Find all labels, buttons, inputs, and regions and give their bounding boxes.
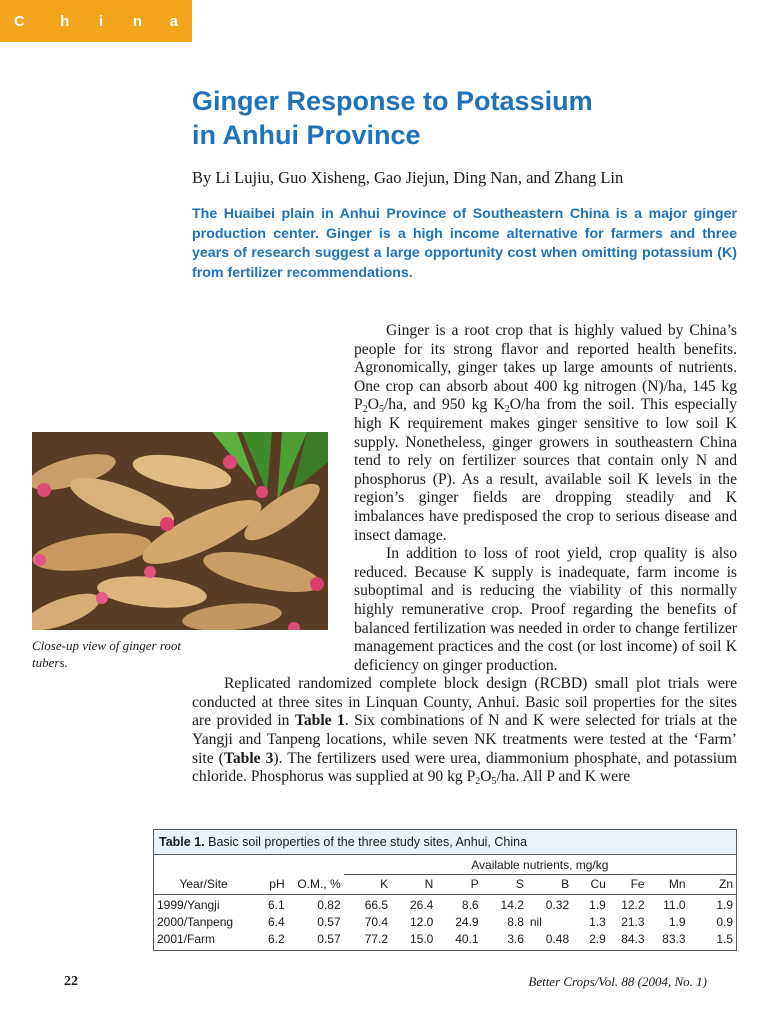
table-row: 2000/Tanpeng 6.4 0.57 70.4 12.0 24.9 8.8 nil 1.3 21.3 1.9 0.9 xyxy=(157,915,733,929)
table-row: 1999/Yangji 6.1 0.82 66.5 26.4 8.6 14.2 0.32 1.9 12.2 11.0 1.9 xyxy=(157,898,733,912)
section-tab xyxy=(0,0,192,42)
section-tab-letter: h xyxy=(60,12,70,30)
column-header: Zn xyxy=(689,875,736,895)
title-line-1: Ginger Response to Potassium xyxy=(192,86,593,116)
page-number: 22 xyxy=(64,974,78,989)
section-tab-letter: C xyxy=(14,12,25,30)
column-header: B xyxy=(527,875,572,895)
column-header: Year/Site xyxy=(154,875,253,895)
column-header: P xyxy=(436,875,481,895)
table-caption xyxy=(154,830,736,855)
journal-citation: Better Crops/Vol. 88 (2004, No. 1) xyxy=(528,974,707,989)
table-row: 2001/Farm 6.2 0.57 77.2 15.0 40.1 3.6 0.48 2.9 84.3 83.3 1.5 xyxy=(157,932,733,946)
table-header-row xyxy=(154,875,736,895)
soil-properties-table xyxy=(153,829,737,951)
body-paragraph: Replicated randomized complete block design (RCBD) small plot trials were conducted at three sites in Linquan County, Anhui. Basic soil properties for the sites are provided in Table 1. Six combinations of N and K were selected for trials at the Yangji and Tanpeng locations, while seven NK treatments were tested at the ‘Farm’ site (Table 3). The fertilizers used were urea, diammonium phosphate, and potassium chloride. Phosphorus was supplied at 90 kg $P_2O_5/ha$. All P and K were xyxy=(192,675,738,788)
column-header: O.M., % xyxy=(288,875,344,895)
section-tab-letter: i xyxy=(98,12,104,30)
table-label: Table 1. xyxy=(159,835,205,849)
table-1-reference: Table 1 xyxy=(294,712,345,730)
photo-wrap-spacer xyxy=(192,433,354,664)
article-title xyxy=(192,84,732,152)
column-header: Fe xyxy=(609,875,648,895)
table-caption-text: Basic soil properties of the three study sites, Anhui, China xyxy=(208,835,528,849)
column-header: Mn xyxy=(648,875,689,895)
section-tab-letter: a xyxy=(169,12,178,30)
section-tab-letter: n xyxy=(132,12,143,30)
column-header: Cu xyxy=(572,875,609,895)
photo-caption: Close-up view of ginger root tubers. xyxy=(32,638,182,670)
title-line-2: in Anhui Province xyxy=(192,120,421,150)
body-paragraph: Ginger is a root crop that is highly valued by China’s people for its strong flavor and reported health benefits. Agronomically, ginger takes up large amounts of nutrients. One crop can absorb about 400 kg nitrogen (N)/ha, 145 kg $P_2O_5/ha$, and 950 kg $K_2O/ha$ from the soil. This especially high K requirement makes ginger sensitive to low soil K supply. Nonetheless, ginger growers in southeastern China tend to rely on fertilizer sources that contain only N and phosphorus (P). As a result, available soil K levels in the region’s ginger fields are dropping steadily and K imbalances have predisposed the crop to serious disease and insect damage. xyxy=(354,322,737,544)
lead-paragraph: The Huaibei plain in Anhui Province of Southeastern China is a major ginger production center. Ginger is a high income alternative for farmers and three years of research suggest a large opportunity cost when omitting potassium (K) from fertilizer recommendations. xyxy=(192,206,737,281)
column-header: K xyxy=(344,875,391,895)
column-header: pH xyxy=(253,875,287,895)
column-header: N xyxy=(391,875,436,895)
table-grid xyxy=(154,855,736,950)
table-3-reference: Table 3 xyxy=(223,749,274,767)
available-nutrients-header: Available nutrients, mg/kg xyxy=(344,855,736,875)
body-paragraph: In addition to loss of root yield, crop quality is also reduced. Because K supply is inadequate, farm income is suboptimal and is reducing the viability of this normally highly remunerative crop. Proof regarding the benefits of balanced fertilization was needed in order to change fertilizer management practices and the cost (or lost income) of soil K deficiency on ginger production. xyxy=(354,545,737,674)
author-byline: By Li Lujiu, Guo Xisheng, Gao Jiejun, Ding Nan, and Zhang Lin xyxy=(192,168,624,187)
column-header: S xyxy=(482,875,527,895)
article-body xyxy=(192,322,737,787)
